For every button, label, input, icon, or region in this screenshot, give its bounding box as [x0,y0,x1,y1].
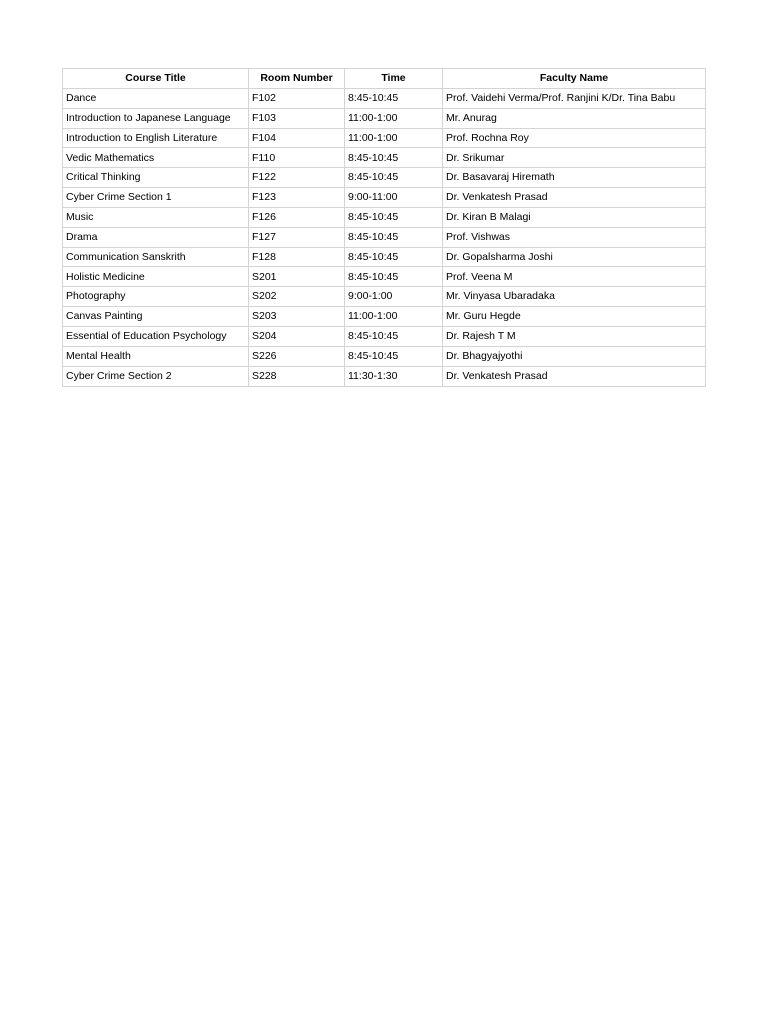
table-row [63,307,706,327]
time-cell: 8:45-10:45 [345,346,443,366]
header-time: Time [345,69,443,89]
table-header-row [63,69,706,89]
table-row [63,88,706,108]
room-number-cell: S226 [249,346,345,366]
table-body [63,88,706,386]
header-room-number: Room Number [249,69,345,89]
faculty-name-cell: Prof. Vaidehi Verma/Prof. Ranjini K/Dr. Tina Babu [443,88,706,108]
time-cell: 9:00-1:00 [345,287,443,307]
course-title-cell: Canvas Painting [63,307,249,327]
course-title-cell: Holistic Medicine [63,267,249,287]
time-cell: 8:45-10:45 [345,88,443,108]
room-number-cell: F103 [249,108,345,128]
table-row [63,108,706,128]
room-number-cell: F128 [249,247,345,267]
faculty-name-cell: Dr. Rajesh T M [443,326,706,346]
time-cell: 8:45-10:45 [345,227,443,247]
room-number-cell: F110 [249,148,345,168]
table-row [63,148,706,168]
room-number-cell: F102 [249,88,345,108]
time-cell: 8:45-10:45 [345,168,443,188]
room-number-cell: F104 [249,128,345,148]
room-number-cell: F127 [249,227,345,247]
room-number-cell: S203 [249,307,345,327]
course-title-cell: Communication Sanskrith [63,247,249,267]
room-number-cell: S228 [249,366,345,386]
time-cell: 8:45-10:45 [345,267,443,287]
room-number-cell: S204 [249,326,345,346]
course-schedule-table [62,68,706,387]
table-row [63,128,706,148]
room-number-cell: S202 [249,287,345,307]
course-title-cell: Drama [63,227,249,247]
course-title-cell: Critical Thinking [63,168,249,188]
faculty-name-cell: Dr. Basavaraj Hiremath [443,168,706,188]
faculty-name-cell: Dr. Gopalsharma Joshi [443,247,706,267]
faculty-name-cell: Mr. Anurag [443,108,706,128]
table-row [63,168,706,188]
faculty-name-cell: Mr. Vinyasa Ubaradaka [443,287,706,307]
header-faculty-name: Faculty Name [443,69,706,89]
faculty-name-cell: Dr. Bhagyajyothi [443,346,706,366]
table-row [63,227,706,247]
faculty-name-cell: Mr. Guru Hegde [443,307,706,327]
table-row [63,346,706,366]
table-row [63,188,706,208]
header-course-title: Course Title [63,69,249,89]
course-title-cell: Mental Health [63,346,249,366]
room-number-cell: F126 [249,207,345,227]
time-cell: 8:45-10:45 [345,326,443,346]
table-row [63,366,706,386]
faculty-name-cell: Dr. Venkatesh Prasad [443,366,706,386]
room-number-cell: S201 [249,267,345,287]
course-title-cell: Dance [63,88,249,108]
table-row [63,247,706,267]
course-title-cell: Photography [63,287,249,307]
faculty-name-cell: Dr. Kiran B Malagi [443,207,706,227]
course-title-cell: Vedic Mathematics [63,148,249,168]
room-number-cell: F122 [249,168,345,188]
time-cell: 11:00-1:00 [345,307,443,327]
faculty-name-cell: Prof. Rochna Roy [443,128,706,148]
course-title-cell: Essential of Education Psychology [63,326,249,346]
faculty-name-cell: Prof. Veena M [443,267,706,287]
time-cell: 8:45-10:45 [345,247,443,267]
time-cell: 8:45-10:45 [345,148,443,168]
course-title-cell: Cyber Crime Section 2 [63,366,249,386]
table-row [63,326,706,346]
faculty-name-cell: Dr. Venkatesh Prasad [443,188,706,208]
time-cell: 11:00-1:00 [345,128,443,148]
course-title-cell: Music [63,207,249,227]
table-row [63,207,706,227]
time-cell: 11:00-1:00 [345,108,443,128]
table-row [63,267,706,287]
course-title-cell: Introduction to Japanese Language [63,108,249,128]
room-number-cell: F123 [249,188,345,208]
time-cell: 11:30-1:30 [345,366,443,386]
course-title-cell: Cyber Crime Section 1 [63,188,249,208]
time-cell: 8:45-10:45 [345,207,443,227]
faculty-name-cell: Prof. Vishwas [443,227,706,247]
time-cell: 9:00-11:00 [345,188,443,208]
faculty-name-cell: Dr. Srikumar [443,148,706,168]
table-row [63,287,706,307]
course-title-cell: Introduction to English Literature [63,128,249,148]
